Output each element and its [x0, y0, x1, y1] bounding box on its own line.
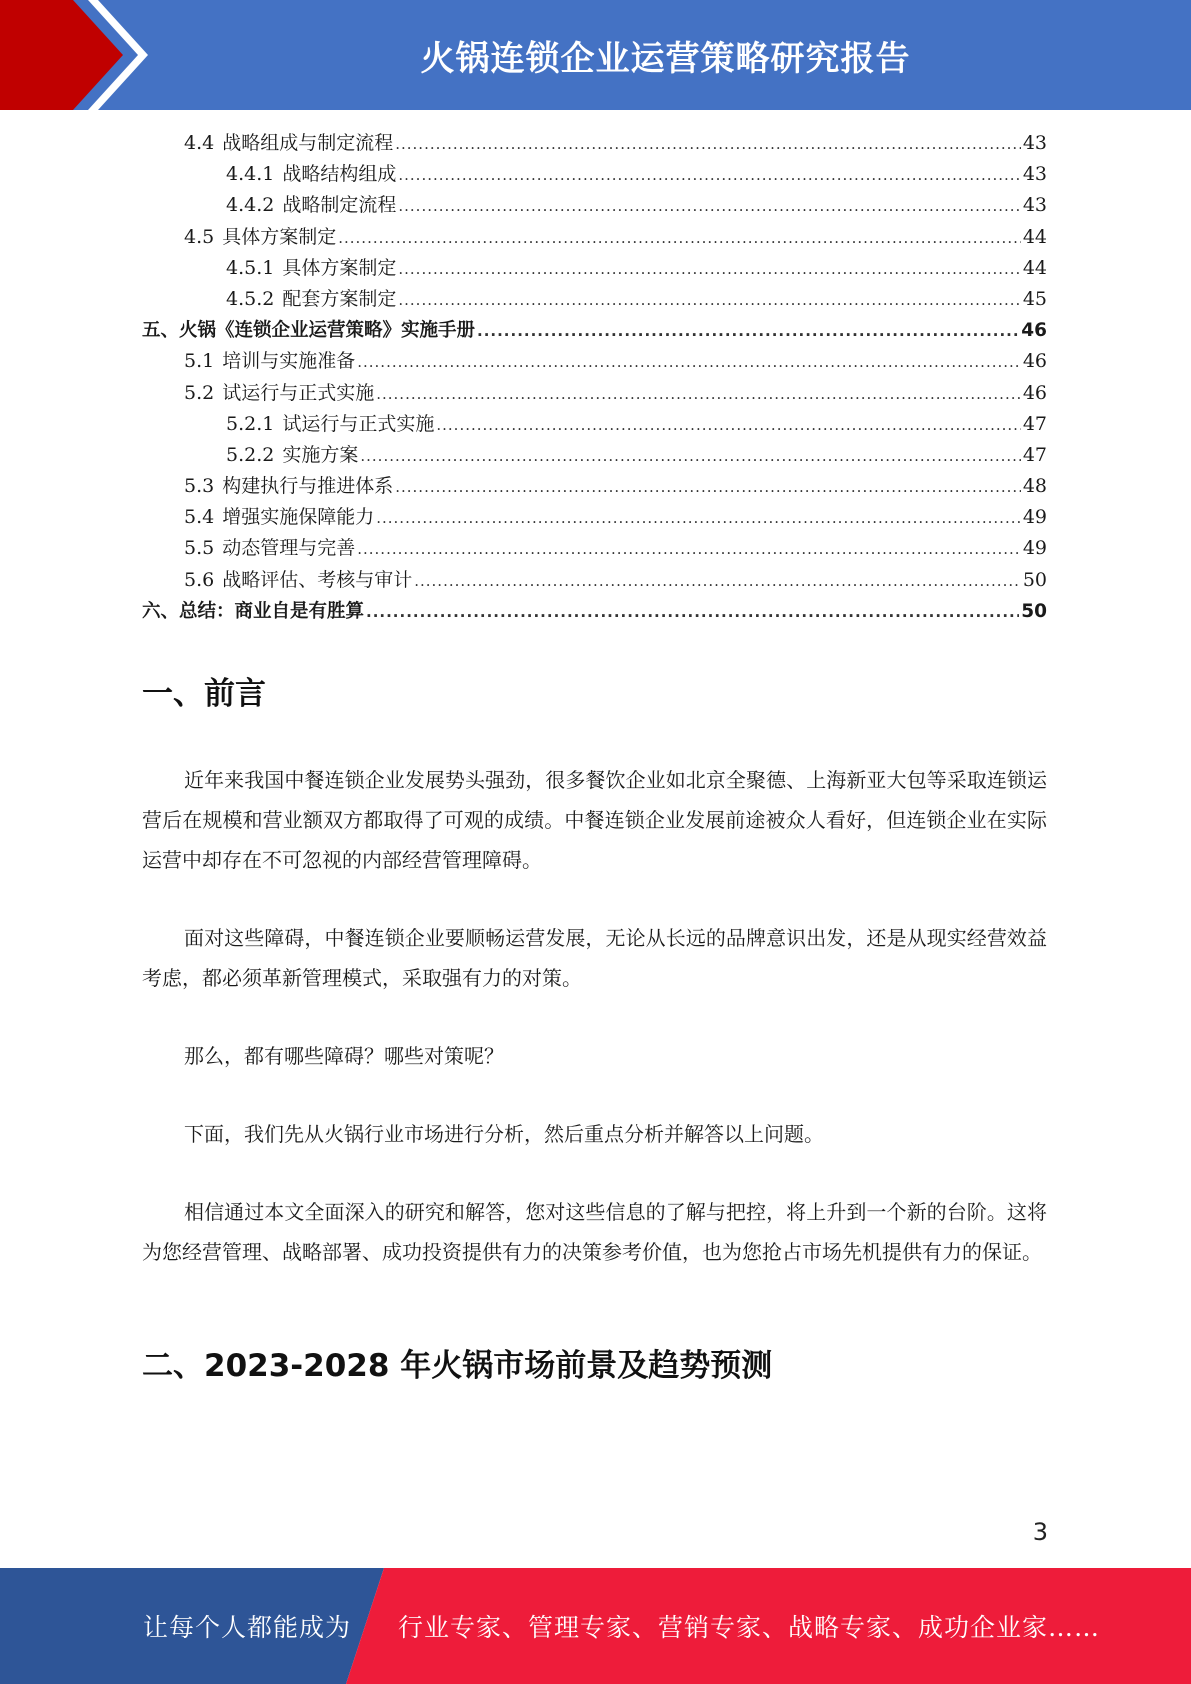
toc-dot-leader — [360, 441, 1020, 472]
toc-entry-page: 46 — [1022, 381, 1047, 404]
toc-entry-page: 43 — [1022, 132, 1047, 154]
footer-banner — [0, 1568, 1191, 1684]
toc-dot-leader — [398, 285, 1020, 316]
toc-entry-number: 5.4 — [184, 506, 215, 529]
toc-entry[interactable] — [142, 190, 1047, 221]
toc-entry-title: 战略评估、考核与审计 — [222, 568, 413, 591]
toc-entry-page: 47 — [1022, 412, 1047, 435]
body-paragraph: 下面，我们先从火锅行业市场进行分析，然后重点分析并解答以上问题。 — [184, 1122, 824, 1146]
toc-entry-title: 战略结构组成 — [282, 163, 397, 186]
toc-entry-title: 战略组成与制定流程 — [222, 132, 394, 154]
toc-dot-leader — [395, 472, 1021, 503]
toc-entry[interactable] — [142, 471, 1047, 502]
toc-entry-page: 49 — [1022, 506, 1047, 529]
toc-dot-leader — [338, 223, 1021, 254]
toc-entry[interactable] — [142, 222, 1047, 253]
toc-entry-number: 5.1 — [184, 350, 215, 373]
toc-entry-number: 5.2.2 — [226, 443, 275, 466]
toc-dot-leader — [414, 566, 1021, 597]
body-paragraph: 面对这些障碍，中餐连锁企业要顺畅运营发展，无论从长远的品牌意识出发，还是从现实经营效益考虑，都必须革新管理模式，采取强有力的对策。 — [142, 926, 1047, 990]
toc-dot-leader — [366, 597, 1019, 628]
toc-entry-page: 46 — [1021, 320, 1047, 342]
toc-entry-page: 44 — [1022, 256, 1047, 279]
toc-entry-title: 构建执行与推进体系 — [222, 475, 394, 498]
toc-entry-page: 44 — [1022, 225, 1047, 248]
section-heading-forecast: 二、2023-2028 年火锅市场前景及趋势预测 — [142, 1348, 773, 1384]
toc-dot-leader — [398, 191, 1020, 222]
toc-entry-title: 培训与实施准备 — [222, 350, 356, 373]
toc-entry-number: 5.6 — [184, 568, 215, 591]
toc-entry[interactable] — [142, 596, 1047, 627]
section-heading-preface: 一、前言 — [142, 676, 266, 712]
toc-entry[interactable] — [142, 533, 1047, 564]
toc-entry-number: 5.2.1 — [226, 412, 275, 435]
toc-entry[interactable] — [142, 253, 1047, 284]
table-of-contents — [142, 128, 1047, 627]
toc-dot-leader — [398, 160, 1020, 191]
toc-entry-title: 五、火锅《连锁企业运营策略》实施手册 — [142, 320, 476, 342]
toc-entry-title: 试运行与正式实施 — [282, 412, 435, 435]
toc-entry-title: 试运行与正式实施 — [222, 381, 375, 404]
toc-entry[interactable] — [142, 315, 1047, 346]
toc-dot-leader — [395, 129, 1021, 160]
footer-slogan-right: 行业专家、管理专家、营销专家、战略专家、成功企业家…… — [398, 1613, 1101, 1642]
toc-entry-number: 4.5 — [184, 225, 215, 248]
header-banner — [0, 0, 1191, 110]
toc-entry[interactable] — [142, 378, 1047, 409]
toc-dot-leader — [357, 534, 1021, 565]
toc-entry-page: 43 — [1022, 163, 1047, 186]
toc-entry-title: 动态管理与完善 — [222, 537, 356, 560]
body-paragraph: 相信通过本文全面深入的研究和解答，您对这些信息的了解与把控，将上升到一个新的台阶。这将为您经营管理、战略部署、成功投资提供有力的决策参考价值，也为您抢占市场先机提供有力的保证。 — [142, 1200, 1047, 1264]
toc-entry[interactable] — [142, 346, 1047, 377]
toc-entry[interactable] — [142, 502, 1047, 533]
toc-entry-title: 实施方案 — [282, 443, 359, 466]
toc-entry[interactable] — [142, 159, 1047, 190]
toc-entry-number: 4.4.1 — [226, 163, 275, 186]
toc-entry[interactable] — [142, 440, 1047, 471]
toc-entry-page: 50 — [1021, 600, 1047, 622]
toc-entry-number: 5.5 — [184, 537, 215, 560]
toc-entry-number: 4.4 — [184, 132, 215, 154]
toc-entry-page: 47 — [1022, 443, 1047, 466]
toc-dot-leader — [436, 410, 1020, 441]
toc-entry-page: 48 — [1022, 475, 1047, 498]
toc-entry-number: 5.3 — [184, 475, 215, 498]
body-paragraph: 那么，都有哪些障碍？哪些对策呢？ — [184, 1044, 504, 1068]
toc-entry-title: 具体方案制定 — [282, 256, 397, 279]
toc-entry-number: 4.4.2 — [226, 194, 275, 217]
toc-entry-page: 43 — [1022, 194, 1047, 217]
toc-entry-page: 45 — [1022, 287, 1047, 310]
toc-dot-leader — [376, 379, 1021, 410]
toc-entry[interactable] — [142, 565, 1047, 596]
toc-entry-title: 六、总结：商业自是有胜算 — [142, 600, 365, 622]
toc-dot-leader — [357, 347, 1021, 378]
page-number: 3 — [1032, 1518, 1048, 1546]
preface-body — [142, 760, 1047, 1310]
footer-slogan-left: 让每个人都能成为 — [143, 1613, 352, 1642]
toc-entry-page: 46 — [1022, 350, 1047, 373]
toc-entry-page: 49 — [1022, 537, 1047, 560]
toc-entry-number: 4.5.1 — [226, 256, 275, 279]
toc-dot-leader — [477, 316, 1019, 347]
toc-entry-number: 5.2 — [184, 381, 215, 404]
toc-entry-title: 战略制定流程 — [282, 194, 397, 217]
body-paragraph: 近年来我国中餐连锁企业发展势头强劲，很多餐饮企业如北京全聚德、上海新亚大包等采取连锁运营后在规模和营业额双方都取得了可观的成绩。中餐连锁企业发展前途被众人看好，但连锁企业在实际运营中却存在不可忽视的内部经营管理障碍。 — [142, 768, 1047, 872]
header-title: 火锅连锁企业运营策略研究报告 — [420, 38, 911, 79]
toc-entry[interactable] — [142, 128, 1047, 159]
toc-dot-leader — [398, 254, 1020, 285]
toc-dot-leader — [376, 503, 1021, 534]
toc-entry-title: 具体方案制定 — [222, 225, 337, 248]
toc-entry-title: 配套方案制定 — [282, 287, 397, 310]
toc-entry-title: 增强实施保障能力 — [222, 506, 375, 529]
toc-entry[interactable] — [142, 284, 1047, 315]
toc-entry-number: 4.5.2 — [226, 287, 275, 310]
toc-entry-page: 50 — [1022, 568, 1047, 591]
toc-entry[interactable] — [142, 409, 1047, 440]
